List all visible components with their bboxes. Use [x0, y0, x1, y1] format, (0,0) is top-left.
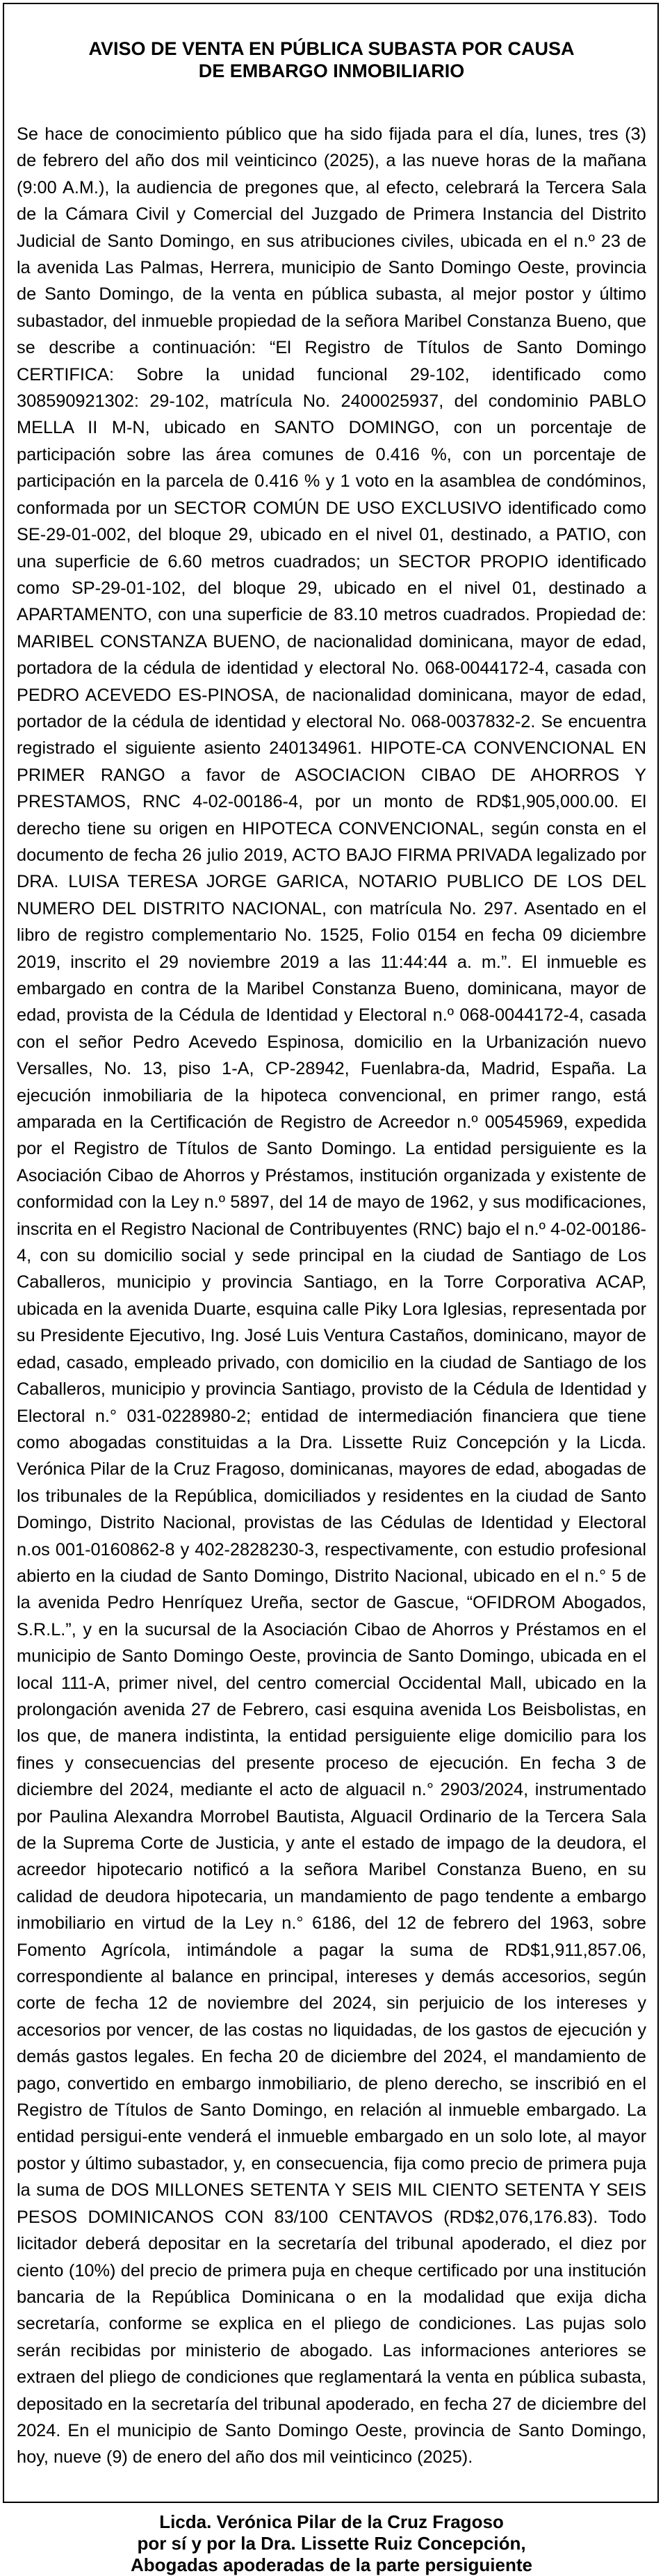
legal-notice — [17, 38, 646, 2576]
signature-block — [17, 2511, 646, 2576]
signature-line-3: Abogadas apoderadas de la parte persiguiente — [131, 2554, 532, 2575]
notice-body: Se hace de conocimiento público que ha sido fijada para el día, lunes, tres (3) de febrero del año dos mil veinticinco (2025), a las nueve horas de la mañana (9:00 A.M.), la audiencia de pregones que, al efecto, celebrará la Tercera Sala de la Cámara Civil y Comercial del Juzgado de Primera Instancia del Distrito Judicial de Santo Domingo, en sus atribuciones civiles, ubicada en el n.º 23 de la avenida Las Palmas, Herrera, municipio de Santo Domingo Oeste, provincia de Santo Domingo, de la venta en pública subasta, al mejor postor y último subastador, del inmueble propiedad de la señora Maribel Constanza Bueno, que se describe a continuación: “El Registro de Títulos de Santo Domingo CERTIFICA: Sobre la unidad funcional 29-102, identificado como 308590921302: 29-102, matrícula No. 2400025937, del condominio PABLO MELLA II M-N, ubicado en SANTO DOMINGO, con un porcentaje de participación sobre las área comunes de 0.416 %, con un porcentaje de participación en la parcela de 0.416 % y 1 voto en la asamblea de condóminos, conformada por un SECTOR COMÚN DE USO EXCLUSIVO identificado como SE-29-01-002, del bloque 29, ubicado en el nivel 01, destinado, a PATIO, con una superficie de 6.60 metros cuadrados; un SECTOR PROPIO identificado como SP-29-01-102, del bloque 29, ubicado en el nivel 01, destinado a APARTAMENTO, con una superficie de 83.10 metros cuadrados. Propiedad de: MARIBEL CONSTANZA BUENO, de nacionalidad dominicana, mayor de edad, portadora de la cédula de identidad y electoral No. 068-0044172-4, casada con PEDRO ACEVEDO ES-PINOSA, de nacionalidad dominicana, mayor de edad, portador de la cédula de identidad y electoral No. 068-0037832-2. Se encuentra registrado el siguiente asiento 240134961. HIPOTE-CA CONVENCIONAL EN PRIMER RANGO a favor de ASOCIACION CIBAO DE AHORROS Y PRESTAMOS, RNC 4-02-00186-4, por un monto de RD$1,905,000.00. El derecho tiene su origen en HIPOTECA CONVENCIONAL, según consta en el documento de fecha 26 julio 2019, ACTO BAJO FIRMA PRIVADA legalizado por DRA. LUISA TERESA JORGE GARICA, NOTARIO PUBLICO DE LOS DEL NUMERO DEL DISTRITO NACIONAL, con matrícula No. 297. Asentado en el libro de registro complementario No. 1525, Folio 0154 en fecha 09 diciembre 2019, inscrito el 29 noviembre 2019 a las 11:44:44 a. m.”. El inmueble es embargado en contra de la Maribel Constanza Bueno, dominicana, mayor de edad, provista de la Cédula de Identidad y Electoral n.º 068-0044172-4, casada con el señor Pedro Acevedo Espinosa, domicilio en la Urbanización nuevo Versalles, No. 13, piso 1-A, CP-28942, Fuenlabra-da, Madrid, España. La ejecución inmobiliaria de la hipoteca convencional, en primer rango, está amparada en la Certificación de Registro de Acreedor n.º 00545969, expedida por el Registro de Títulos de Santo Domingo. La entidad persiguiente es la Asociación Cibao de Ahorros y Préstamos, institución organizada y existente de conformidad con la Ley n.º 5897, del 14 de mayo de 1962, y sus modificaciones, inscrita en el Registro Nacional de Contribuyentes (RNC) bajo el n.º 4-02-00186-4, con su domicilio social y sede principal en la ciudad de Santiago de Los Caballeros, municipio y provincia Santiago, en la Torre Corporativa ACAP, ubicada en la avenida Duarte, esquina calle Piky Lora Iglesias, representada por su Presidente Ejecutivo, Ing. José Luis Ventura Castaños, dominicano, mayor de edad, casado, empleado privado, con domicilio en la ciudad de Santiago de los Caballeros, municipio y provincia Santiago, provisto de la Cédula de Identidad y Electoral n.° 031-0228980-2; entidad de intermediación financiera que tiene como abogadas constituidas a la Dra. Lissette Ruiz Concepción y la Licda. Verónica Pilar de la Cruz Fragoso, dominicanas, mayores de edad, abogadas de los tribunales de la República, domiciliados y residentes en la ciudad de Santo Domingo, Distrito Nacional, provistas de las Cédulas de Identidad y Electoral n.os 001-0160862-8 y 402-2828230-3, respectivamente, con estudio profesional abierto en la ciudad de Santo Domingo, Distrito Nacional, ubicado en el n.° 5 de la avenida Pedro Henríquez Ureña, sector de Gascue, “OFIDROM Abogados, S.R.L.”, y en la sucursal de la Asociación Cibao de Ahorros y Préstamos en el municipio de Santo Domingo Oeste, provincia de Santo Domingo, ubicada en el local 111-A, primer nivel, del centro comercial Occidental Mall, ubicado en la prolongación avenida 27 de Febrero, casi esquina avenida Los Beisbolistas, en los que, de manera indistinta, la entidad persiguiente elige domicilio para los fines y consecuencias del presente proceso de ejecución. En fecha 3 de diciembre del 2024, mediante el acto de alguacil n.° 2903/2024, instrumentado por Paulina Alexandra Morrobel Bautista, Alguacil Ordinario de la Tercera Sala de la Suprema Corte de Justicia, y ante el estado de impago de la deudora, el acreedor hipotecario notificó a la señora Maribel Constanza Bueno, en su calidad de deudora hipotecaria, un mandamiento de pago tendente a embargo inmobiliario en virtud de la Ley n.° 6186, del 12 de febrero del 1963, sobre Fomento Agrícola, intimándole a pagar la suma de RD$1,911,857.06, correspondiente al balance en principal, intereses y demás accesorios, según corte de fecha 12 de noviembre del 2024, sin perjuicio de los intereses y accesorios por vencer, de las costas no liquidadas, de los gastos de ejecución y demás gastos legales. En fecha 20 de diciembre del 2024, el mandamiento de pago, convertido en embargo inmobiliario, de pleno derecho, se inscribió en el Registro de Títulos de Santo Domingo, en relación al inmueble embargado. La entidad persigui-ente venderá el inmueble embargado en un solo lote, al mayor postor y último subastador, y, en consecuencia, fija como precio de primera puja la suma de DOS MILLONES SETENTA Y SEIS MIL CIENTO SETENTA Y SEIS PESOS DOMINICANOS CON 83/100 CENTAVOS (RD$2,076,176.83). Todo licitador deberá depositar en la secretaría del tribunal apoderado, el diez por ciento (10%) del precio de primera puja en cheque certificado por una institución bancaria de la República Dominicana o en la modalidad que exija dicha secretaría, conforme se explica en el pliego de condiciones. Las pujas solo serán recibidas por ministerio de abogado. Las informaciones anteriores se extraen del pliego de condiciones que reglamentará la venta en pública subasta, depositado en la secretaría del tribunal apoderado, en fecha 27 de diciembre del 2024. En el municipio de Santo Domingo Oeste, provincia de Santo Domingo, hoy, nueve (9) de enero del año dos mil veinticinco (2025). — [17, 124, 646, 2468]
signature-line-2: por sí y por la Dra. Lissette Ruiz Concepción, — [137, 2532, 526, 2554]
notice-title-line-1: AVISO DE VENTA EN PÚBLICA SUBASTA POR CAUSA — [88, 38, 575, 59]
notice-title — [17, 38, 646, 82]
signature-line-1: Licda. Verónica Pilar de la Cruz Fragoso — [159, 2511, 504, 2532]
notice-title-line-2: DE EMBARGO INMOBILIARIO — [198, 60, 465, 81]
